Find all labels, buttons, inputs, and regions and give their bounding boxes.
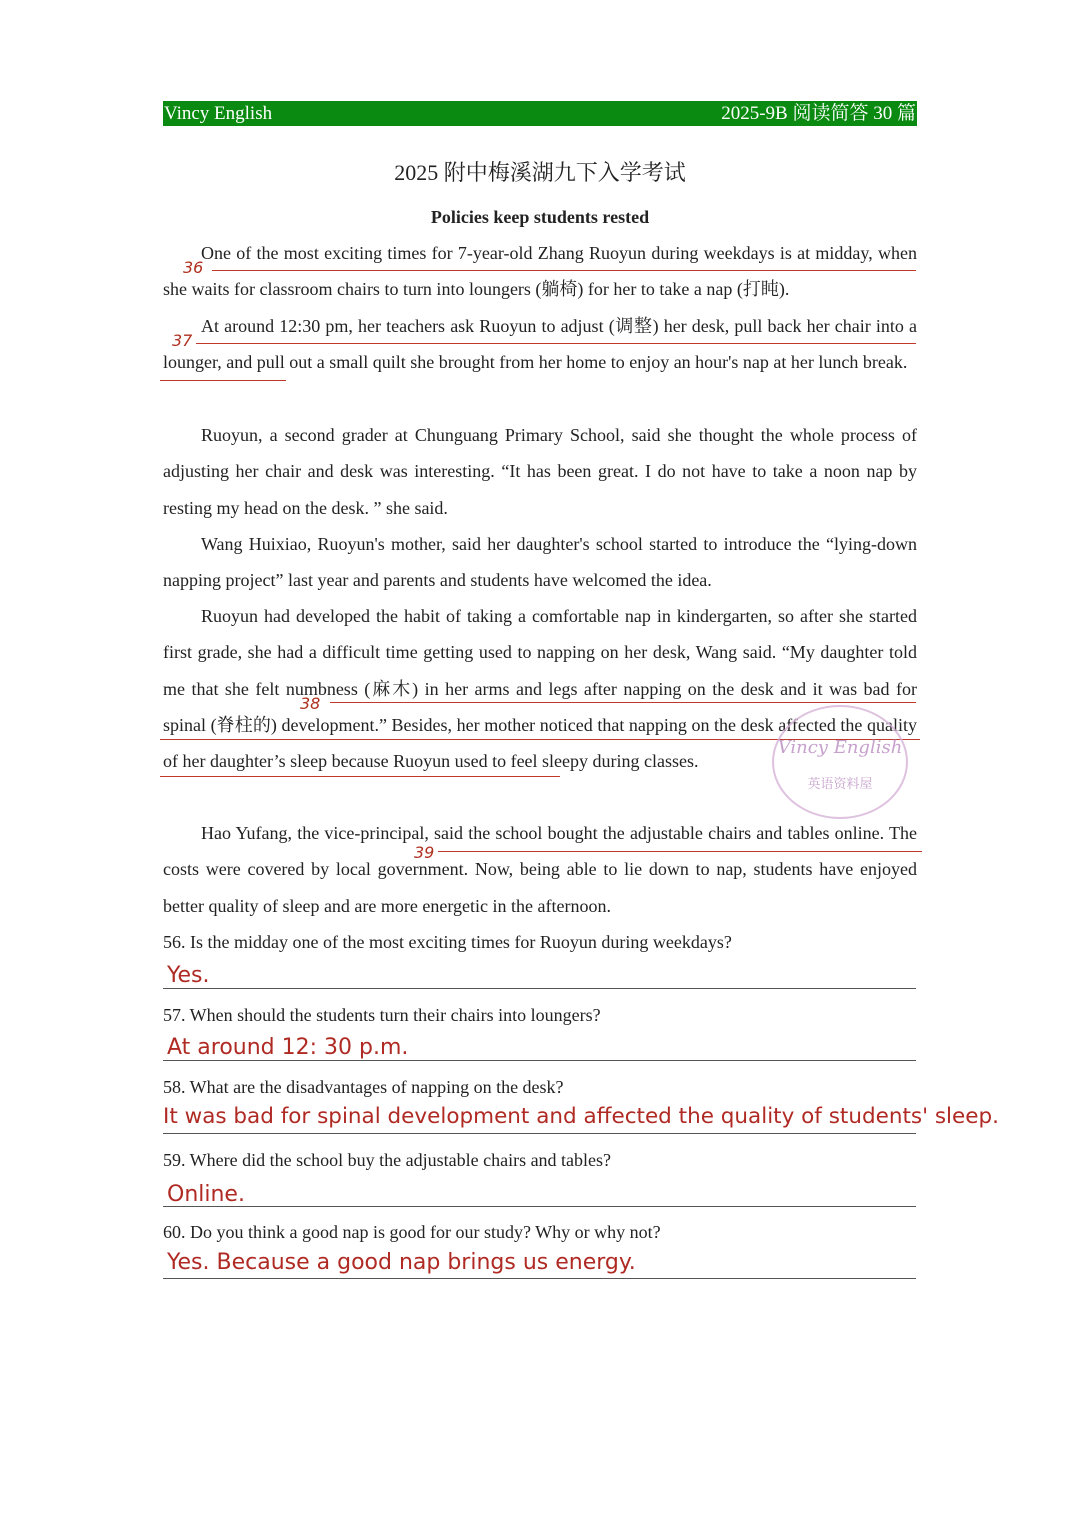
underline-38-c <box>160 776 560 777</box>
underline-39 <box>438 851 922 852</box>
question-56: 56. Is the midday one of the most exciting times for Ruoyun during weekdays? <box>163 932 732 952</box>
header-left: Vincy English <box>164 103 273 124</box>
underline-37-b <box>160 380 286 381</box>
watermark-stamp <box>772 705 908 819</box>
paragraph-3: Ruoyun, a second grader at Chunguang Primary School, said she thought the whole process of adjusting her chair and desk was interesting. “It has been great. I do not have to take a noon nap by resting my head on the desk. ” she said. <box>163 425 917 518</box>
paragraph-2: At around 12:30 pm, her teachers ask Ruoyun to adjust (调整) her desk, pull back her chair into a lounger, and pull out a small quilt she brought from her home to enjoy an hour's nap at her lunch break. <box>163 316 917 373</box>
question-59: 59. Where did the school buy the adjustable chairs and tables? <box>163 1150 612 1170</box>
answer-line-58 <box>163 1133 916 1134</box>
annotation-mark-37: 37 <box>172 331 193 350</box>
annotation-mark-36: 36 <box>183 258 204 277</box>
answer-56: Yes. <box>167 963 210 988</box>
paragraph-6: Hao Yufang, the vice-principal, said the school bought the adjustable chairs and tables online. The costs were covered by local government. Now, being able to lie down to nap, students have enjoyed better quality of sleep and are more energetic in the afternoon. <box>163 823 917 916</box>
underline-38-a <box>330 702 916 703</box>
header-bar <box>163 101 917 126</box>
answer-line-60 <box>163 1278 916 1279</box>
answer-line-57 <box>163 1060 916 1061</box>
underline-36 <box>212 270 916 271</box>
answer-60: Yes. Because a good nap brings us energy. <box>167 1250 636 1275</box>
header-right: 2025-9B 阅读简答 30 篇 <box>721 103 916 124</box>
paragraph-5: Ruoyun had developed the habit of taking a comfortable nap in kindergarten, so after she started first grade, she had a difficult time getting used to napping on her desk, Wang said. “My daughter told me that she felt numbness (麻木) in her arms and legs after napping on the desk and it was bad for spinal (脊柱的) development.” Besides, her mother noticed that napping on the desk affected the quality of her daughter’s sleep because Ruoyun used to feel sleepy during classes. <box>163 606 917 772</box>
paragraph-4: Wang Huixiao, Ruoyun's mother, said her daughter's school started to introduce the “lying-down napping project” last year and parents and students have welcomed the idea. <box>163 534 917 591</box>
exam-title: 2025 附中梅溪湖九下入学考试 <box>394 160 686 185</box>
stamp-text-1: Vincy English <box>777 737 903 758</box>
question-57: 57. When should the students turn their chairs into loungers? <box>163 1005 601 1025</box>
article-title: Policies keep students rested <box>430 207 650 227</box>
stamp-text-2: 英语资料屋 <box>807 777 873 792</box>
annotation-mark-39: 39 <box>414 843 435 862</box>
question-60: 60. Do you think a good nap is good for our study? Why or why not? <box>163 1222 661 1242</box>
answer-line-56 <box>163 988 916 989</box>
answer-58: It was bad for spinal development and affected the quality of students' sleep. <box>163 1104 999 1129</box>
answer-line-59 <box>163 1206 916 1207</box>
answer-59: Online. <box>167 1182 245 1207</box>
underline-37-a <box>196 343 916 344</box>
annotation-mark-38: 38 <box>300 694 321 713</box>
paragraph-1: One of the most exciting times for 7-year-old Zhang Ruoyun during weekdays is at midday, when she waits for classroom chairs to turn into loungers (躺椅) for her to take a nap (打盹). <box>163 243 917 300</box>
question-58: 58. What are the disadvantages of napping on the desk? <box>163 1077 564 1097</box>
answer-57: At around 12: 30 p.m. <box>167 1035 409 1060</box>
